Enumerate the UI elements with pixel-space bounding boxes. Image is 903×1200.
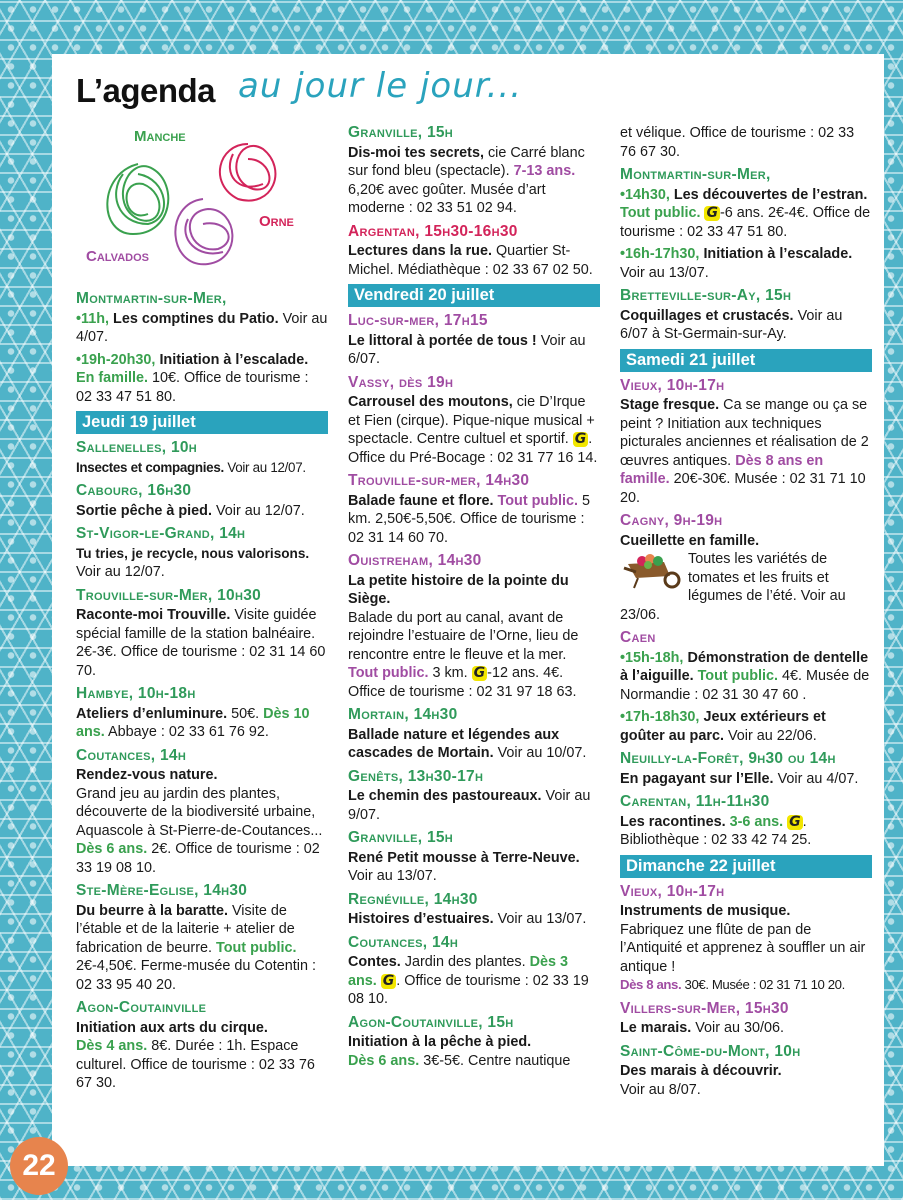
event-coutances [348,934,600,1009]
event-text: . Bibliothèque : 02 33 42 74 25. [620,813,812,848]
event-carentan [620,793,872,850]
event-title: Le marais. [620,1020,692,1036]
event-caen [620,629,872,745]
day-header: Jeudi 19 juillet [76,411,328,434]
event-time: •19h-20h30, [76,351,156,368]
event-text: Ca se mange ou ça se peint ? Initiation aux techniques picturales anciennes et réalisation de 2 œuvres antiques. [620,397,869,469]
event-body [76,840,328,877]
event-time: •11h, [76,310,110,327]
event-tag: Tout public. [216,939,297,956]
event-title: Les découvertes de l’estran. [673,186,868,203]
event-trouville [76,587,328,681]
event-text: Toutes les variétés de tomates et les fruits et légumes de l’été. Voir au 23/06. [620,551,846,623]
event-regneville [348,891,600,929]
event-text: Voir au 13/07. [620,264,709,281]
event-text: Voir au 13/07. [348,868,437,884]
event-place: St-Vigor-le-Grand, 14h [76,525,246,542]
event-place: Ste-Mère-Eglise, 14h30 [76,882,248,899]
event-tag: En famille. [76,370,148,386]
event-place: Montmartin-sur-Mer, [76,290,227,307]
event-title: Cueillette en famille. [620,532,760,549]
event-title: Le chemin des pastoureaux. [348,788,542,804]
event-title: Tu tries, je recycle, nous valorisons. [76,545,310,561]
event-title: Ateliers d’enluminure. [76,705,228,722]
event-body [348,953,600,1009]
event-text: cie D’Irque et Fien (cirque). Pique-nique musical + spectacle. Centre cultuel et sportif. [348,394,595,447]
event-text: Voir au 22/06. [727,727,817,744]
event-title: Les comptines du Patio. [113,310,279,327]
event-argentan [348,223,600,280]
event-luc [348,312,600,369]
event-text: 30€. Musée : 02 31 71 10 20. [684,977,845,992]
event-place: Vieux, 10h-17h [620,882,725,900]
event-place: Villers-sur-Mer, 15h30 [620,999,789,1017]
event-title: Jeux extérieurs et goûter au parc. [620,709,826,744]
event-tag: Tout public. [697,668,779,684]
event-text: 10€. Office de tourisme : 02 33 47 51 80. [76,370,309,405]
event-text: Quartier St-Michel. Médiathèque : 02 33 67 02 50. [348,243,593,278]
event-place: Carentan, 11h-11h30 [620,793,770,810]
event-time: •17h-18h30, [620,709,700,725]
column-1 [76,290,328,1098]
event-text: Voir au 8/07. [620,1081,701,1098]
map-label-calvados: Calvados [86,248,149,265]
event-title: Initiation à la pêche à pied. [348,1034,532,1050]
event-title: En pagayant sur l’Elle. [620,770,774,787]
event-tag: Dès 6 ans. [348,1052,420,1069]
event-time: •16h-17h30, [620,246,700,262]
event-tag: Dès 6 ans. [76,841,148,857]
event-title: Histoires d’estuaires. [348,911,494,927]
event-stvigor [76,525,328,582]
event-place: Trouville-sur-Mer, 10h30 [76,586,262,604]
event-saintcome [620,1043,872,1100]
event-text: 3€-5€. Centre nautique [423,1052,571,1069]
event-tag: Dès 10 ans. [76,705,310,740]
event-place: Bretteville-sur-Ay, 15h [620,287,792,304]
event-tag: Dès 8 ans en famille. [620,452,824,487]
event-text: 3 km. [432,665,468,681]
event-montmartin [620,166,872,282]
event-body [348,664,600,701]
event-body [620,532,872,625]
event-title: Carrousel des moutons, [348,394,513,410]
event-title: Raconte-moi Trouville. [76,607,231,623]
event-tag: Tout public. [348,665,429,681]
event-place: Cabourg, 16h30 [76,482,192,499]
event-mortain [348,706,600,763]
event-tag: 3-6 ans. [729,813,784,830]
event-ouistreham [348,552,600,701]
event-text: Voir au 4/07. [76,310,328,345]
event-tag: Dès 4 ans. [76,1038,148,1054]
event-sallenelles [76,439,328,477]
event-text: Jardin des plantes. [404,954,526,970]
event-title: Contes. [348,954,401,970]
event-body [348,849,600,886]
event-place: Argentan, 15h30-16h30 [348,222,518,240]
event-text: . Office du Pré-Bocage : 02 31 77 16 14. [348,431,598,466]
event-bretteville [620,287,872,344]
event-title: Lectures dans la rue. [348,243,492,259]
event-body [348,910,600,929]
event-title: Dis-moi tes secrets, [348,144,484,161]
page-number: 22 [10,1137,68,1195]
event-body [76,1037,328,1093]
event-body [620,813,872,850]
event-body [76,351,328,407]
event-text: 50€. [231,705,260,722]
map-label-manche: Manche [134,128,186,145]
event-place: Agon-Coutainville [76,999,207,1016]
event-text: Voir au 12/07. [227,459,306,475]
event-continuation: et vélique. Office de tourisme : 02 33 76 67 30. [620,125,855,160]
event-title: Initiation à l’escalade. [703,246,853,262]
event-text: Voir au 12/07. [215,502,305,519]
event-title: Ballade nature et légendes aux cascades de Mortain. [348,726,560,761]
event-trouville [348,472,600,547]
event-place: Saint-Côme-du-Mont, 10h [620,1042,801,1060]
event-body [620,976,872,995]
event-tag: Dès 8 ans. [620,977,682,992]
event-text: 6,20€ avec goûter. Musée d’art moderne : 02 33 51 02 94. [348,181,546,216]
free-badge-icon: G [382,972,395,989]
event-text: Voir au 6/07. [348,332,586,367]
event-text: Voir au 12/07. [76,564,165,580]
event-place: Granville, 15h [348,124,454,141]
event-vieux [620,377,872,508]
event-cabourg [76,482,328,520]
event-place: Caen [620,629,656,646]
event-title: Initiation aux arts du cirque. [76,1019,268,1036]
event-body [348,332,600,369]
event-neuilly [620,750,872,788]
day-header: Samedi 21 juillet [620,349,872,372]
event-tag: 7-13 ans. [513,163,576,179]
event-text: Voir au 9/07. [348,788,591,823]
event-place: Agon-Coutainville, 15h [348,1013,514,1031]
event-body [348,492,600,548]
event-body [620,649,872,705]
event-title: Balade faune et flore. [348,492,494,509]
event-place: Regnéville, 14h30 [348,890,478,908]
event-place: Montmartin-sur-Mer, [620,166,771,183]
event-montmartin [76,290,328,406]
event-agon [348,1014,600,1071]
event-text: 8€. Durée : 1h. Espace culturel. Office de tourisme : 02 33 76 67 30. [76,1038,315,1091]
event-text: 20€-30€. Musée : 02 31 71 10 20. [620,471,866,506]
event-villers [620,1000,872,1038]
event-body [620,708,872,745]
event-text: Abbaye : 02 33 61 76 92. [108,724,269,740]
event-body [76,902,328,995]
event-title: Rendez-vous nature. [76,767,218,783]
event-text: cie Carré blanc sur fond bleu (spectacle). [348,144,585,179]
event-text: 4€. Musée de Normandie : 02 31 30 47 60 . [620,668,870,703]
event-body [620,186,872,242]
event-place: Hambye, 10h-18h [76,685,196,702]
event-body [620,1019,872,1038]
event-text: Balade du port au canal, avant de rejoindre l’estuaire de l’Orne, lieu de rencontre entre le fleuve et la mer. [348,609,579,663]
event-hambye [76,685,328,742]
event-title: Des marais à découvrir. [620,1063,782,1079]
event-body [620,396,872,507]
event-place: Vieux, 10h-17h [620,376,725,394]
event-place: Coutances, 14h [348,933,459,951]
event-text: Voir au 30/06. [695,1020,785,1036]
event-title: Stage fresque. [620,397,720,413]
event-body [76,459,328,478]
event-body [76,310,328,347]
event-place: Luc-sur-mer, 17h15 [348,312,488,329]
event-granville2 [348,829,600,886]
event-time: •15h-18h, [620,649,684,666]
event-vieux2 [620,883,872,995]
event-body [348,144,600,218]
day-header: Vendredi 20 juillet [348,284,600,307]
event-text: 2€-4,50€. Ferme-musée du Cotentin : 02 33 95 40 20. [76,958,316,993]
event-title: Instruments de musique. [620,903,791,919]
event-place: Trouville-sur-mer, 14h30 [348,472,530,489]
event-coutances [76,747,328,878]
event-title: Du beurre à la baratte. [76,902,228,919]
event-title: Démonstration de dentelle à l’aiguille. [620,649,869,684]
event-agon [76,999,328,1093]
event-genets [348,768,600,825]
column-3 [620,124,872,1104]
event-body [620,770,872,789]
event-text: Fabriquez une flûte de pan de l’Antiquité et apprenez à souffler un air antique ! [620,921,866,975]
event-time: •14h30, [620,186,670,203]
event-body [348,787,600,824]
event-title: Initiation à l’escalade. [159,351,309,368]
event-body [620,245,872,282]
column-2 [348,124,600,1075]
free-badge-icon: G [574,431,587,447]
event-text: Voir au 4/07. [777,770,859,787]
event-title: Le littoral à portée de tous ! [348,332,537,349]
event-text: Visite de l’étable et de la laiterie + atelier de fabrication de beurre. [76,902,295,956]
event-tag: Tout public. [497,492,579,509]
event-tag: Tout public. [620,205,701,221]
event-place: Mortain, 14h30 [348,706,458,723]
event-title: Sortie pêche à pied. [76,502,212,519]
free-badge-icon: G [473,665,486,681]
event-text: -6 ans. 2€-4€. Office de tourisme : 02 33 47 51 80. [620,205,871,240]
event-place: Ouistreham, 14h30 [348,552,482,569]
department-map [78,124,328,284]
event-title: La petite histoire de la pointe du Siège. [348,572,569,607]
event-text: Voir au 13/07. [497,911,587,927]
event-place: Coutances, 14h [76,746,187,764]
event-place: Neuilly-la-Forêt, 9h30 ou 14h [620,750,836,767]
event-text: Grand jeu au jardin des plantes, découverte de la biodiversité urbaine, Aquascole à St-Pierre-de-Coutances... [76,785,323,839]
event-cagny [620,512,872,624]
event-place: Cagny, 9h-19h [620,512,723,529]
wheelbarrow-icon [620,550,686,590]
event-text: . Office de tourisme : 02 33 19 08 10. [348,972,589,1007]
event-body [348,1052,600,1071]
day-header: Dimanche 22 juillet [620,855,872,878]
event-body [76,502,328,521]
event-text: Visite guidée spécial famille de la station balnéaire. 2€-3€. Office de tourisme : 02 31 14 60 70. [76,607,326,679]
event-body [620,307,872,344]
event-text: Voir au 6/07 à St-Germain-sur-Ay. [620,307,843,342]
event-place: Granville, 15h [348,829,454,846]
event-stemere [76,882,328,994]
free-badge-icon: G [789,813,801,830]
page-title: L’agenda [76,72,216,109]
event-title: René Petit mousse à Terre-Neuve. [348,849,580,866]
event-body [348,393,600,467]
event-text: -12 ans. 4€. Office de tourisme : 02 31 97 18 63. [348,665,577,700]
event-text: 5 km. 2,50€-5,50€. Office de tourisme : 02 31 14 60 70. [348,492,591,546]
event-tag: Dès 3 ans. [348,954,568,989]
event-place: Genêts, 13h30-17h [348,767,484,785]
event-title: Les racontines. [620,813,726,830]
event-body [348,242,600,279]
event-text: 2€. Office de tourisme : 02 33 19 08 10. [76,841,320,876]
event-text: Voir au 10/07. [497,745,587,761]
event-body [76,545,328,582]
free-badge-icon: G [706,205,718,221]
event-title: Insectes et compagnies. [76,459,224,475]
page-subtitle: au jour le jour... [238,66,523,106]
event-place: Vassy, dès 19h [348,373,454,391]
map-label-orne: Orne [259,213,294,230]
event-place: Sallenelles, 10h [76,439,198,456]
event-granville [348,124,600,218]
event-body [76,606,328,680]
event-body [76,705,328,742]
event-vassy [348,374,600,468]
event-title: Coquillages et crustacés. [620,307,794,324]
event-body [348,726,600,763]
